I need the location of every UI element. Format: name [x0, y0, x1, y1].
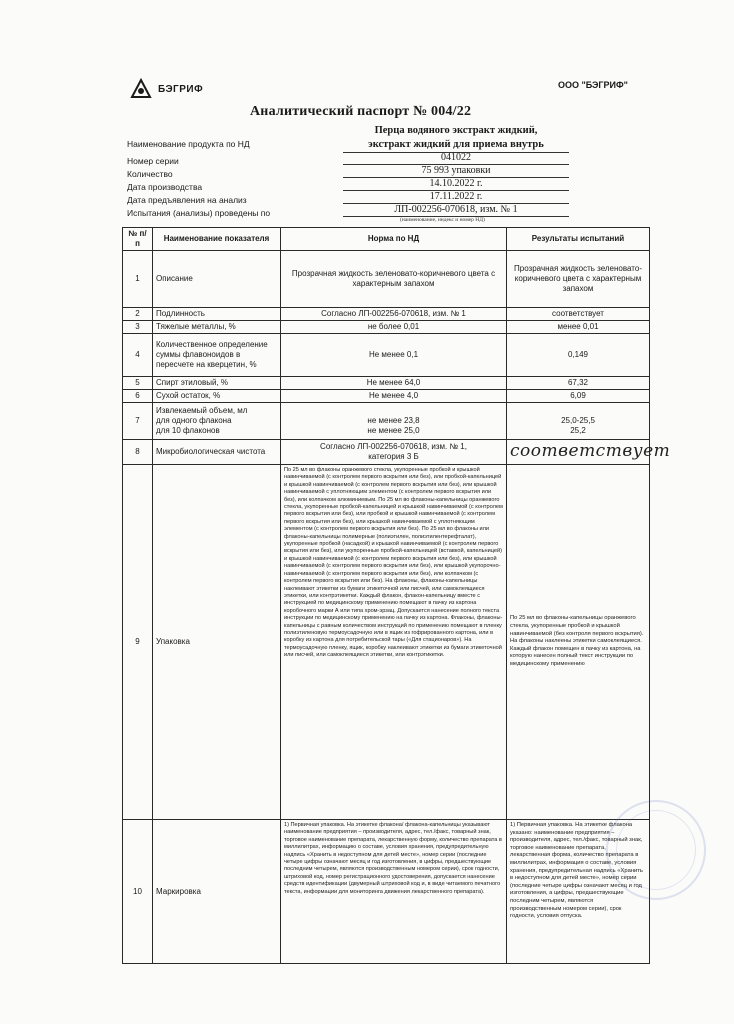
row-result: менее 0,01	[507, 321, 650, 334]
row-result	[507, 403, 650, 440]
company-name: ООО "БЭГРИФ"	[558, 80, 628, 90]
product-label: Наименование продукта по НД	[127, 139, 250, 149]
row-norm-line: не менее 23,8	[367, 416, 420, 425]
table-row	[123, 465, 650, 820]
row-result: По 25 мл во флаконы-капельницы оранжевого стекла, укупоренные пробкой и крышкой навинчиваемой (без контроля первого вскрытия). На флаконы наклеены этикетки самоклеящиеся. Каждый флакон помещен в пачку из картона, на которую нанесен полный текст инструкции по медицинскому применению	[507, 465, 650, 820]
table-row	[123, 321, 650, 334]
table-header-row	[123, 228, 650, 251]
table-row	[123, 440, 650, 465]
row-name: Тяжелые металлы, %	[153, 321, 281, 334]
row-name-line: для одного флакона	[156, 416, 232, 425]
row-name: Сухой остаток, %	[153, 390, 281, 403]
row-norm-line: категория 3 Б	[368, 452, 419, 461]
row-norm: По 25 мл во флаконы оранжевого стекла, укупоренные пробкой и крышкой навинчиваемой (с контролем первого вскрытия или без), или пробкой-капельницей и крышкой навинчиваемой (с контролем первого вскрытия или без), или крышкой навинчиваемой с уплотняющим элементом (с контролем первого вскрытия или без), или колпачком алюминиевым. По 25 мл во флаконы-капельницы оранжевого стекла, укупоренные пробкой-капельницей и крышкой навинчиваемой (с контролем первого вскрытия или без), или пробкой и крышкой навинчиваемой (с контролем первого вскрытия или без), или крышкой навинчиваемой с уплотняющим элементом (с контролем первого вскрытия или без). По 25 мл во флаконы или флаконы-капельницы полимерные (полиэтилен, полиэтилентерефталат), укупоренные пробкой (насадкой) и крышкой навинчиваемой (с контролем первого вскрытия или без), или укупоренные пробкой-капельницей (вставкой, капельницей) и крышкой навинчиваемой (с контролем первого вскрытия или без), или крышкой навинчиваемой (с контролем первого вскрытия или без), или крышкой укупорочно-навинчиваемой (с контролем первого вскрытия или без), или колпачком (с контролем первого вскрытия или без). На флаконы, флаконы-капельницы наклеивают этикетки из бумаги этикеточной или писчей, или самоклеящиеся этикетки, или контрэтикетки. Каждый флакон, флакон-капельницу вместе с инструкцией по медицинскому применению помещают в пачку из картона коробочного марки А или типа хром-эрзац. Допускается нанесение полного текста инструкции по медицинскому применению на пачку из картона. Флаконы, флаконы-капельницы с равным количеством инструкций по применению помещают в пленку полиэтиленовую термоусадочную или в ящик из гофрированного картона, или в коробку из картона для потребительской тары («Для стационаров»). На термоусадочную пленку, ящик, коробку наклеивают этикетки из бумаги этикеточной или писчей, или самоклеящиеся этикетки, или контрэтикетки.	[281, 465, 507, 820]
row-norm: Не менее 4,0	[281, 390, 507, 403]
row-result-line: 25,2	[570, 426, 586, 435]
table-row	[123, 377, 650, 390]
submit-date-label: Дата предъявления на анализ	[127, 195, 247, 205]
row-norm: Прозрачная жидкость зеленовато-коричневого цвета с характерным запахом	[281, 251, 507, 308]
row-name: Подлинность	[153, 308, 281, 321]
row-result	[507, 440, 671, 465]
stamp-inner-mark	[616, 810, 696, 890]
logo-icon	[130, 78, 152, 100]
row-name: Упаковка	[153, 465, 281, 820]
row-result: 0,149	[507, 334, 650, 377]
quantity-label: Количество	[127, 169, 173, 179]
row-name: Микробиологическая чистота	[153, 440, 281, 465]
row-num: 6	[123, 390, 153, 403]
document-title: Аналитический паспорт № 004/22	[250, 104, 472, 119]
table-row	[123, 403, 650, 440]
tests-note: (наименование, индекс и номер НД)	[400, 217, 485, 223]
company-logo	[130, 78, 203, 100]
row-result: 6,09	[507, 390, 650, 403]
row-norm: Не менее 0,1	[281, 334, 507, 377]
product-name-line1: Перца водяного экстракт жидкий,	[374, 125, 538, 136]
row-num: 10	[123, 820, 153, 964]
prod-date-label: Дата производства	[127, 182, 203, 192]
row-norm	[281, 440, 507, 465]
tests-label: Испытания (анализы) проведены по	[127, 208, 271, 218]
row-num: 8	[123, 440, 153, 465]
row-result: 67,32	[507, 377, 650, 390]
row-num: 9	[123, 465, 153, 820]
table-row	[123, 820, 650, 964]
row-name: Количественное определение суммы флавоноидов в пересчете на кверцетин, %	[153, 334, 281, 377]
row-num: 7	[123, 403, 153, 440]
row-result: 1) Первичная упаковка. На этикетке флакона указано: наименование предприятия – производителя, адрес, тел./факс, товарный знак, торговое наименование препарата, лекарственная форма, количество препарата в миллилитрах, информация о составе, условия хранения, предупредительная надпись «Хранить в недоступном для детей месте», номер серии (последние четыре цифры означают месяц и год изготовления, а цифры, предшествующие последним четырем, являются производственным номером серии), срок годности, условия отпуска.	[507, 820, 650, 964]
row-name	[153, 403, 281, 440]
row-name: Спирт этиловый, %	[153, 377, 281, 390]
product-name-line2: экстракт жидкий для приема внутрь	[343, 138, 569, 153]
header-name: Наименование показателя	[153, 228, 281, 251]
row-num: 1	[123, 251, 153, 308]
series-value: 041022	[343, 152, 569, 165]
product-name	[343, 124, 569, 153]
row-norm	[281, 403, 507, 440]
quantity-value: 75 993 упаковки	[343, 165, 569, 178]
row-name-line: Извлекаемый объем, мл	[156, 406, 248, 415]
prod-date-value: 14.10.2022 г.	[343, 178, 569, 191]
row-num: 4	[123, 334, 153, 377]
row-norm-line: не менее 25,0	[367, 426, 420, 435]
logo-text: БЭГРИФ	[158, 83, 204, 95]
row-name: Описание	[153, 251, 281, 308]
row-norm-line: Согласно ЛП-002256-070618, изм. № 1,	[320, 442, 467, 451]
row-result: Прозрачная жидкость зеленовато-коричневого цвета с характерным запахом	[507, 251, 650, 308]
row-norm: Согласно ЛП-002256-070618, изм. № 1	[281, 308, 507, 321]
row-num: 5	[123, 377, 153, 390]
submit-date-value: 17.11.2022 г.	[343, 191, 569, 204]
row-name-line: для 10 флаконов	[156, 426, 220, 435]
row-norm: не более 0,01	[281, 321, 507, 334]
row-result-line: 25,0-25,5	[561, 416, 595, 425]
table-row	[123, 251, 650, 308]
table-row	[123, 308, 650, 321]
tests-doc-value: ЛП-002256-070618, изм. № 1	[343, 204, 569, 217]
handwritten-result: соответствует	[510, 440, 671, 461]
analysis-table	[122, 227, 671, 964]
row-norm: Не менее 64,0	[281, 377, 507, 390]
row-num: 2	[123, 308, 153, 321]
table-row	[123, 390, 650, 403]
header-norm: Норма по НД	[281, 228, 507, 251]
row-result: соответствует	[507, 308, 650, 321]
header-result: Результаты испытаний	[507, 228, 650, 251]
series-label: Номер серии	[127, 156, 179, 166]
row-name: Маркировка	[153, 820, 281, 964]
row-norm: 1) Первичная упаковка. На этикетке флакона/ флакона-капельницы указывают наименование предприятия – производителя, адрес, тел./факс, товарный знак, торговое наименование препарата, лекарственную форму, количество препарата в миллилитрах, информацию о составе, условия хранения, предупредительную надпись «Хранить в недоступном для детей месте», номер серии (последние четыре цифры означают месяц и год изготовления, в цифры, предшествующие последним четырем, являются производственным номером серии), срок годности, штриховой код, номер регистрационного удостоверения, допускается нанесение средств идентификации (двумерный штриховой код и, в виде читаемого печатного текста, информации для мониторинга движения лекарственного препарата).	[281, 820, 507, 964]
table-row	[123, 334, 650, 377]
header-num: № п/п	[123, 228, 153, 251]
row-num: 3	[123, 321, 153, 334]
